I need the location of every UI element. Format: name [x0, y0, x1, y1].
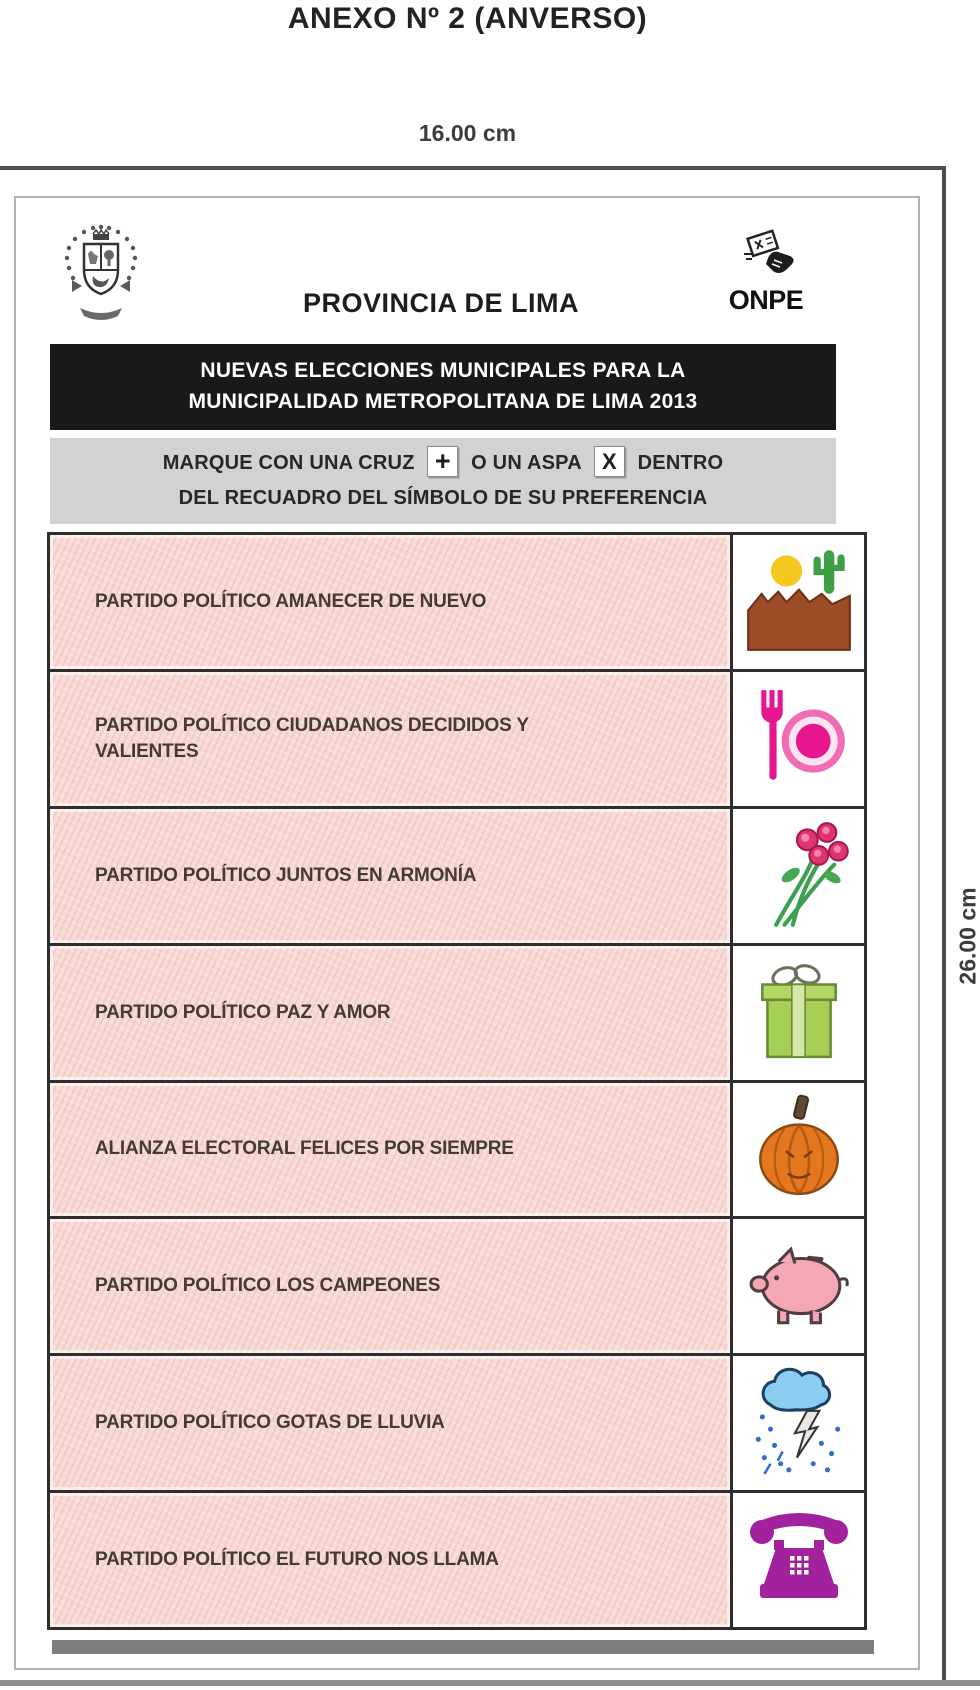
- instruction-segment3: DENTRO: [637, 452, 724, 474]
- party-name: PARTIDO POLÍTICO AMANECER DE NUEVO: [95, 590, 487, 612]
- party-name-cell: [50, 1356, 730, 1490]
- height-measurement-label: 26.00 cm: [954, 887, 980, 985]
- instructions-line2: DEL RECUADRO DEL SÍMBOLO DE SU PREFERENCIA: [178, 487, 708, 509]
- plate-and-fork-icon: [745, 682, 853, 795]
- election-title-line1: NUEVAS ELECCIONES MUNICIPALES PARA LA: [200, 359, 686, 382]
- ballot-sheet: [14, 196, 920, 1670]
- gift-box-icon: [749, 956, 849, 1069]
- instruction-segment2: O UN ASPA: [471, 452, 582, 474]
- party-name: PARTIDO POLÍTICO CIUDADANOS DECIDIDOS Y VALIENTES: [95, 714, 529, 762]
- aspa-mark-box: [594, 446, 625, 477]
- party-symbol-box[interactable]: [730, 1219, 864, 1353]
- party-name-cell: [50, 1493, 730, 1627]
- page-bottom-edge: [0, 1680, 980, 1686]
- election-title-banner: [50, 344, 836, 430]
- party-symbol-box[interactable]: [730, 672, 864, 806]
- election-title-line2: MUNICIPALIDAD METROPOLITANA DE LIMA 2013: [188, 390, 698, 413]
- onpe-label: ONPE: [728, 285, 804, 315]
- party-name: PARTIDO POLÍTICO GOTAS DE LLUVIA: [95, 1412, 445, 1434]
- party-symbol-box[interactable]: [730, 946, 864, 1080]
- telephone-icon: [744, 1508, 854, 1613]
- flower-bouquet-icon: [747, 817, 851, 934]
- horizontal-measurement-line: [0, 166, 946, 170]
- party-symbol-box[interactable]: [730, 535, 864, 669]
- ballot-bottom-bar: [52, 1640, 874, 1654]
- party-name: ALIANZA ELECTORAL FELICES POR SIEMPRE: [95, 1138, 514, 1160]
- party-symbol-box[interactable]: [730, 809, 864, 943]
- sunrise-desert-cactus-icon: [744, 544, 854, 659]
- cross-icon: +: [434, 446, 451, 477]
- party-name-cell: [50, 809, 730, 943]
- party-row: [50, 1083, 864, 1220]
- party-name: PARTIDO POLÍTICO JUNTOS EN ARMONÍA: [95, 864, 477, 886]
- party-row: [50, 946, 864, 1083]
- page-title: ANEXO Nº 2 (ANVERSO): [287, 2, 648, 35]
- party-name-cell: [50, 535, 730, 669]
- party-row: [50, 1493, 864, 1627]
- vertical-measurement-line: [942, 166, 946, 1684]
- pumpkin-icon: [746, 1092, 852, 1207]
- party-name: PARTIDO POLÍTICO PAZ Y AMOR: [95, 1001, 391, 1023]
- party-symbol-box[interactable]: [730, 1356, 864, 1490]
- party-symbol-box[interactable]: [730, 1083, 864, 1217]
- party-name-cell: [50, 1219, 730, 1353]
- instructions-line1: [50, 446, 836, 481]
- width-measurement-label: 16.00 cm: [418, 120, 517, 146]
- party-symbol-box[interactable]: [730, 1493, 864, 1627]
- party-table: [47, 532, 867, 1630]
- province-title: PROVINCIA DE LIMA: [302, 288, 579, 318]
- instruction-segment1: MARQUE CON UNA CRUZ: [162, 452, 415, 474]
- party-name-cell: [50, 946, 730, 1080]
- party-row: [50, 535, 864, 672]
- party-name-cell: [50, 672, 730, 806]
- party-row: [50, 1356, 864, 1493]
- aspa-icon: X: [601, 449, 617, 475]
- rain-cloud-lightning-icon: [747, 1364, 851, 1483]
- onpe-logo: [704, 228, 828, 316]
- party-row: [50, 809, 864, 946]
- piggy-bank-icon: [743, 1233, 855, 1340]
- party-name: PARTIDO POLÍTICO EL FUTURO NOS LLAMA: [95, 1549, 499, 1571]
- party-row: [50, 1219, 864, 1356]
- cross-mark-box: [427, 446, 458, 477]
- party-name: PARTIDO POLÍTICO LOS CAMPEONES: [95, 1275, 441, 1297]
- party-name-cell: [50, 1083, 730, 1217]
- party-row: [50, 672, 864, 809]
- voting-instructions: [50, 438, 836, 524]
